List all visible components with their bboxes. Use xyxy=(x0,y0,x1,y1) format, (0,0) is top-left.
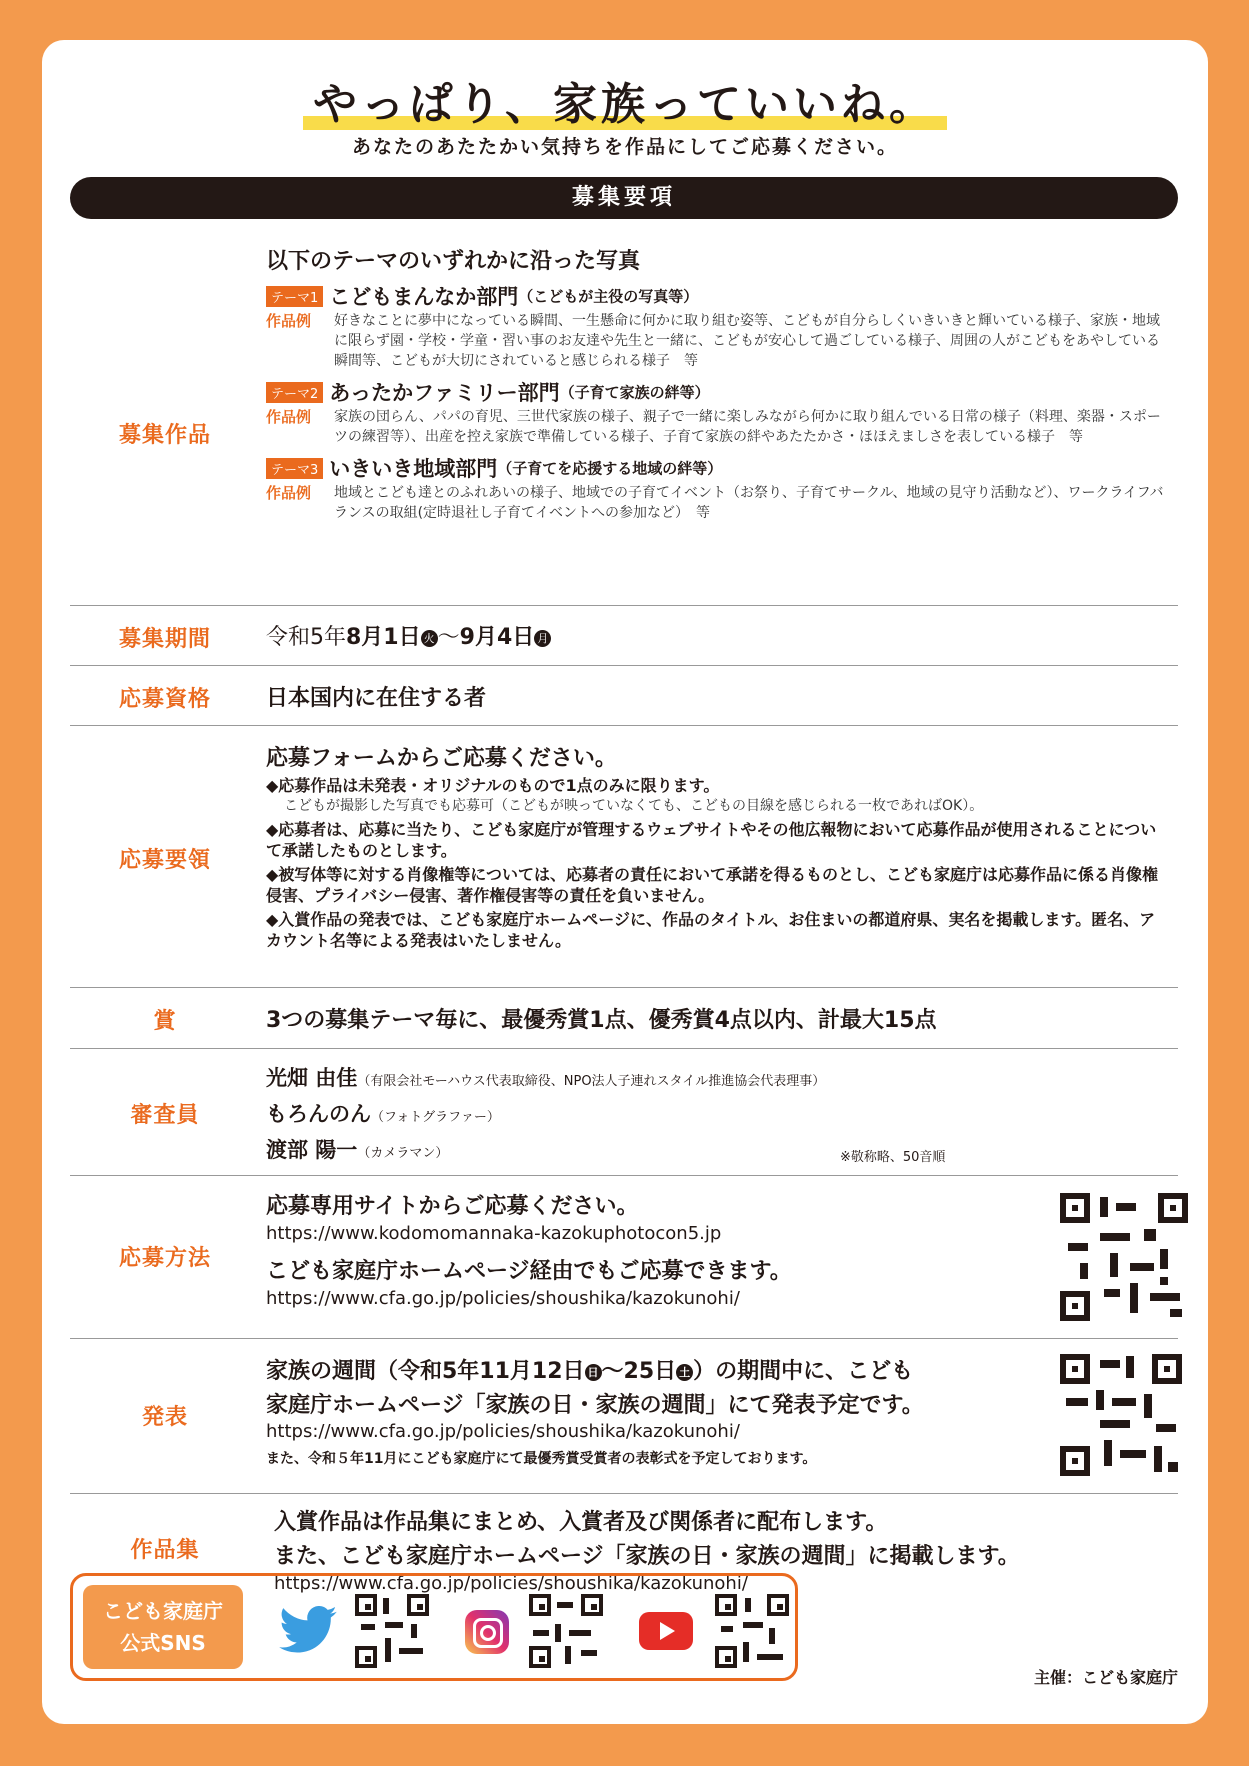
guidelines-label: 応募要領 xyxy=(118,848,211,873)
prize-label: 賞 xyxy=(153,1009,177,1034)
judge-name: もろんのん xyxy=(266,1102,371,1126)
prize-row xyxy=(70,987,1178,1049)
judge xyxy=(266,1134,1168,1170)
announce-text: ）の期間中に、こども xyxy=(693,1359,914,1384)
announce-url[interactable]: https://www.cfa.go.jp/policies/shoushika/kazokunohi/ xyxy=(266,1421,740,1442)
instagram-qr-code[interactable] xyxy=(529,1594,603,1668)
guideline-item: ◆応募作品は未発表・オリジナルのもので1点のみに限ります。 xyxy=(266,776,720,795)
theme-1 xyxy=(266,281,1168,371)
theme-example xyxy=(266,311,1168,371)
example-label: 作品例 xyxy=(266,408,312,426)
announce-note: また、令和５年11月にこども家庭庁にて最優秀賞受賞者の表彰式を予定しております。 xyxy=(266,1451,817,1467)
period-prefix: 令和5年 xyxy=(266,625,346,650)
method-line1: 応募専用サイトからご応募ください。 xyxy=(266,1194,639,1219)
guidelines-row xyxy=(70,725,1178,988)
theme-2 xyxy=(266,377,1168,447)
theme-tag: テーマ1 xyxy=(266,286,323,307)
works-label: 募集作品 xyxy=(118,423,211,448)
theme-tag: テーマ3 xyxy=(266,458,323,479)
flyer-card xyxy=(42,40,1208,1724)
theme-sub: （子育て家族の絆等） xyxy=(559,383,710,402)
twitter-qr-code[interactable] xyxy=(355,1594,429,1668)
announce-line2: 家庭庁ホームページ「家族の日・家族の週間」にて発表予定です。 xyxy=(266,1393,924,1418)
guideline-item: ◆応募者は、応募に当たり、こども家庭庁が管理するウェブサイトやその他広報物において応募作品が使用されることについて承諾したものとします。 xyxy=(266,820,1157,860)
judge-name: 光畑 由佳 xyxy=(266,1066,358,1090)
eligibility-row xyxy=(70,665,1178,726)
judges-note: ※敬称略、50音順 xyxy=(840,1150,946,1165)
theme-example xyxy=(266,483,1168,523)
judge-role: （有限会社モーハウス代表取締役、NPO法人子連れスタイル推進協会代表理事） xyxy=(357,1074,826,1089)
judges-row xyxy=(70,1048,1178,1176)
theme-example xyxy=(266,407,1168,447)
theme-title: いきいき地域部門 xyxy=(329,457,498,481)
prize-text: 3つの募集テーマ毎に、最優秀賞1点、優秀賞4点以内、計最大15点 xyxy=(266,1008,937,1033)
judge-name: 渡部 陽一 xyxy=(266,1138,358,1162)
judge-role: （フォトグラファー） xyxy=(371,1110,500,1125)
start-day-badge: 火 xyxy=(421,630,438,647)
method-label: 応募方法 xyxy=(118,1246,211,1271)
period-sep: ～ xyxy=(437,625,460,650)
eligibility-label: 応募資格 xyxy=(118,687,211,712)
collection-label: 作品集 xyxy=(130,1538,200,1563)
method-content xyxy=(266,1189,1008,1309)
judges-label: 審査員 xyxy=(130,1103,200,1128)
theme-3 xyxy=(266,453,1168,523)
theme-tag: テーマ2 xyxy=(266,382,323,403)
method-line2: こども家庭庁ホームページ経由でもご応募できます。 xyxy=(266,1259,792,1284)
judges-content xyxy=(266,1062,1168,1170)
collection-line1: 入賞作品は作品集にまとめ、入賞者及び関係者に配布します。 xyxy=(274,1510,888,1535)
eligibility-text: 日本国内に在住する者 xyxy=(266,686,487,711)
period-label: 募集期間 xyxy=(118,627,211,652)
judge xyxy=(266,1098,1168,1134)
method-row xyxy=(70,1175,1178,1339)
guideline-note: こどもが撮影した写真でも応募可（こどもが映っていなくても、こどもの目線を感じられる一枚であればOK）。 xyxy=(284,798,984,814)
collection-row xyxy=(70,1493,1178,1594)
announce-line1 xyxy=(266,1354,1008,1385)
example-label: 作品例 xyxy=(266,312,312,330)
section-bar: 募集要項 xyxy=(70,177,1178,219)
period-content xyxy=(266,620,1168,651)
sns-box xyxy=(70,1573,798,1681)
announce-text: ～25日 xyxy=(601,1359,677,1384)
announce-row xyxy=(70,1338,1178,1494)
youtube-qr-code[interactable] xyxy=(715,1594,789,1668)
method-url1[interactable]: https://www.kodomomannaka-kazokuphotocon5.jp xyxy=(266,1223,722,1244)
example-text: 家族の団らん、パパの育児、三世代家族の様子、親子で一緒に楽しみながら何かに取り組んでいる日常の様子（料理、楽器・スポーツの練習等）、出産を控え家族で準備している様子、子育て家族の絆やあたたかさ・ほほえましさを表している様子 等 xyxy=(334,409,1161,445)
period-end: 9月4日 xyxy=(459,625,535,650)
sns-label xyxy=(83,1585,243,1669)
guidelines-lead: 応募フォームからご応募ください。 xyxy=(266,746,617,771)
period-row xyxy=(70,605,1178,666)
collection-url[interactable]: https://www.cfa.go.jp/policies/shoushika/kazokunohi/ xyxy=(274,1573,748,1594)
works-row xyxy=(70,226,1178,606)
youtube-icon[interactable] xyxy=(639,1612,693,1650)
theme-title: こどもまんなか部門 xyxy=(329,285,519,309)
theme-sub: （こどもが主役の写真等） xyxy=(518,287,699,306)
example-label: 作品例 xyxy=(266,484,312,502)
announce-label: 発表 xyxy=(141,1405,188,1430)
sns-label-line2: 公式SNS xyxy=(120,1631,206,1655)
headline-text: やっぱり、家族っていいね。 xyxy=(313,79,937,130)
subhead: あなたのあたたかい気持ちを作品にしてご応募ください。 xyxy=(351,136,898,158)
day-badge: 日 xyxy=(585,1364,602,1381)
works-content xyxy=(266,244,1168,523)
example-text: 好きなことに夢中になっている瞬間、一生懸命に何かに取り組む姿等、こどもが自分らしくいきいきと輝いている様子、家族・地域に限らず園・学校・学童・習い事のお友達や先生と一緒に、こどもが安心して過ごしている様子、周囲の人がこどもをあやしている瞬間等、こどもが大切にされていると感じられる様子 等 xyxy=(334,313,1160,369)
day-badge: 土 xyxy=(676,1364,693,1381)
announce-text: 家族の週間（令和5年11月12日 xyxy=(266,1359,585,1384)
end-day-badge: 月 xyxy=(534,630,551,647)
guideline-item: ◆入賞作品の発表では、こども家庭庁ホームページに、作品のタイトル、お住まいの都道府県、実名を掲載します。匿名、アカウント名等による発表はいたしません。 xyxy=(266,910,1156,950)
announce-qr-code[interactable] xyxy=(1060,1354,1182,1476)
announce-content xyxy=(266,1354,1008,1468)
sponsor: 主催：こども家庭庁 xyxy=(1033,1668,1178,1687)
judge-role: （カメラマン） xyxy=(357,1146,449,1161)
guideline-item: ◆被写体等に対する肖像権等については、応募者の責任において承諾を得るものとし、こども家庭庁は応募作品に係る肖像権侵害、プライバシー侵害、著作権侵害等の責任を負いません。 xyxy=(266,865,1158,905)
period-start: 8月1日 xyxy=(346,625,421,650)
guidelines-content xyxy=(266,741,1168,951)
sns-label-line1: こども家庭庁 xyxy=(103,1599,223,1623)
method-url2[interactable]: https://www.cfa.go.jp/policies/shoushika/kazokunohi/ xyxy=(266,1288,740,1309)
theme-title: あったかファミリー部門 xyxy=(329,381,560,405)
instagram-icon[interactable] xyxy=(465,1610,509,1654)
works-lead: 以下のテーマのいずれかに沿った写真 xyxy=(266,249,641,274)
method-qr-code[interactable] xyxy=(1060,1193,1188,1321)
headline xyxy=(42,68,1208,132)
twitter-icon[interactable] xyxy=(279,1606,337,1654)
theme-sub: （子育てを応援する地域の絆等） xyxy=(497,459,723,478)
collection-line2: また、こども家庭庁ホームページ「家族の日・家族の週間」に掲載します。 xyxy=(274,1544,1020,1569)
judge xyxy=(266,1062,1168,1098)
example-text: 地域とこども達とのふれあいの様子、地域での子育てイベント（お祭り、子育てサークル、地域の見守り活動など）、ワークライフバランスの取組(定時退社し子育てイベントへの参加など） 等 xyxy=(334,485,1164,521)
